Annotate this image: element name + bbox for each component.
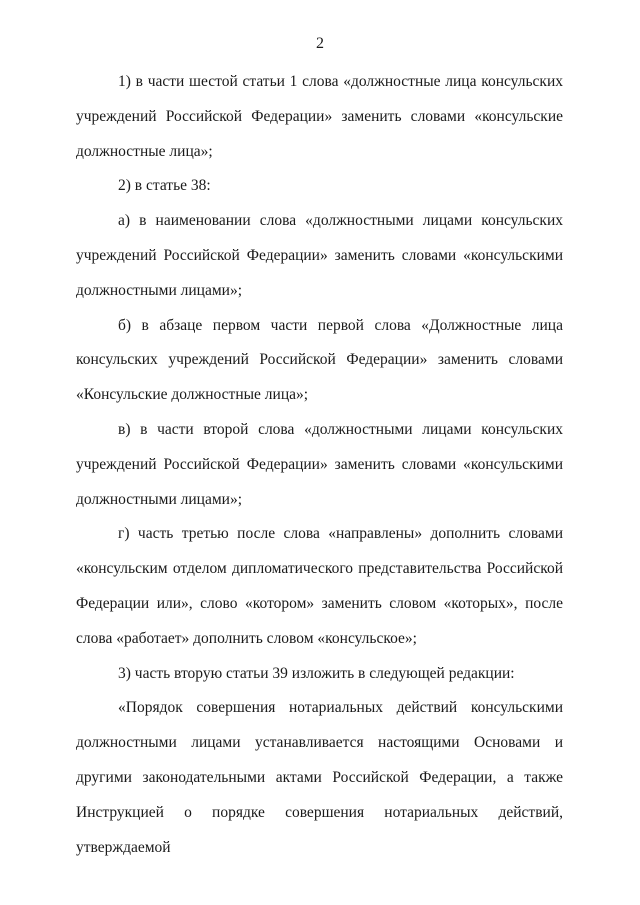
paragraph-8: «Порядок совершения нотариальных действий консульскими должностными лицами устанавливается настоящими Основами и другими законодательными актами Российской Федерации, а также Инструкцией о порядке совершения нотариальных действий, утверждаемой: [76, 699, 563, 856]
paragraph-4: б) в абзаце первом части первой слова «Должностные лица консульских учреждений Российской Федерации» заменить словами «Консульские должностные лица»;: [76, 316, 563, 404]
paragraph-6: г) часть третью после слова «направлены» дополнить словами «консульским отделом дипломатического представительства Российской Федерации или», слово «котором» заменить словом «которых», после слова «работает» дополнить словом «консульское»;: [76, 525, 563, 647]
paragraph-1: 1) в части шестой статьи 1 слова «должностные лица консульских учреждений Российской Федерации» заменить словами «консульские должностные лица»;: [76, 73, 563, 160]
paragraph-5: в) в части второй слова «должностными лицами консульских учреждений Российской Федерации» заменить словами «консульскими должностными лицами»;: [76, 420, 563, 508]
paragraph-7: 3) часть вторую статьи 39 изложить в следующей редакции:: [118, 664, 515, 682]
document-body: [76, 65, 563, 865]
paragraph-3: а) в наименовании слова «должностными лицами консульских учреждений Российской Федерации» заменить словами «консульскими должностными лицами»;: [76, 212, 563, 299]
paragraph-2: 2) в статье 38:: [118, 177, 211, 195]
page-number: 2: [316, 35, 324, 52]
